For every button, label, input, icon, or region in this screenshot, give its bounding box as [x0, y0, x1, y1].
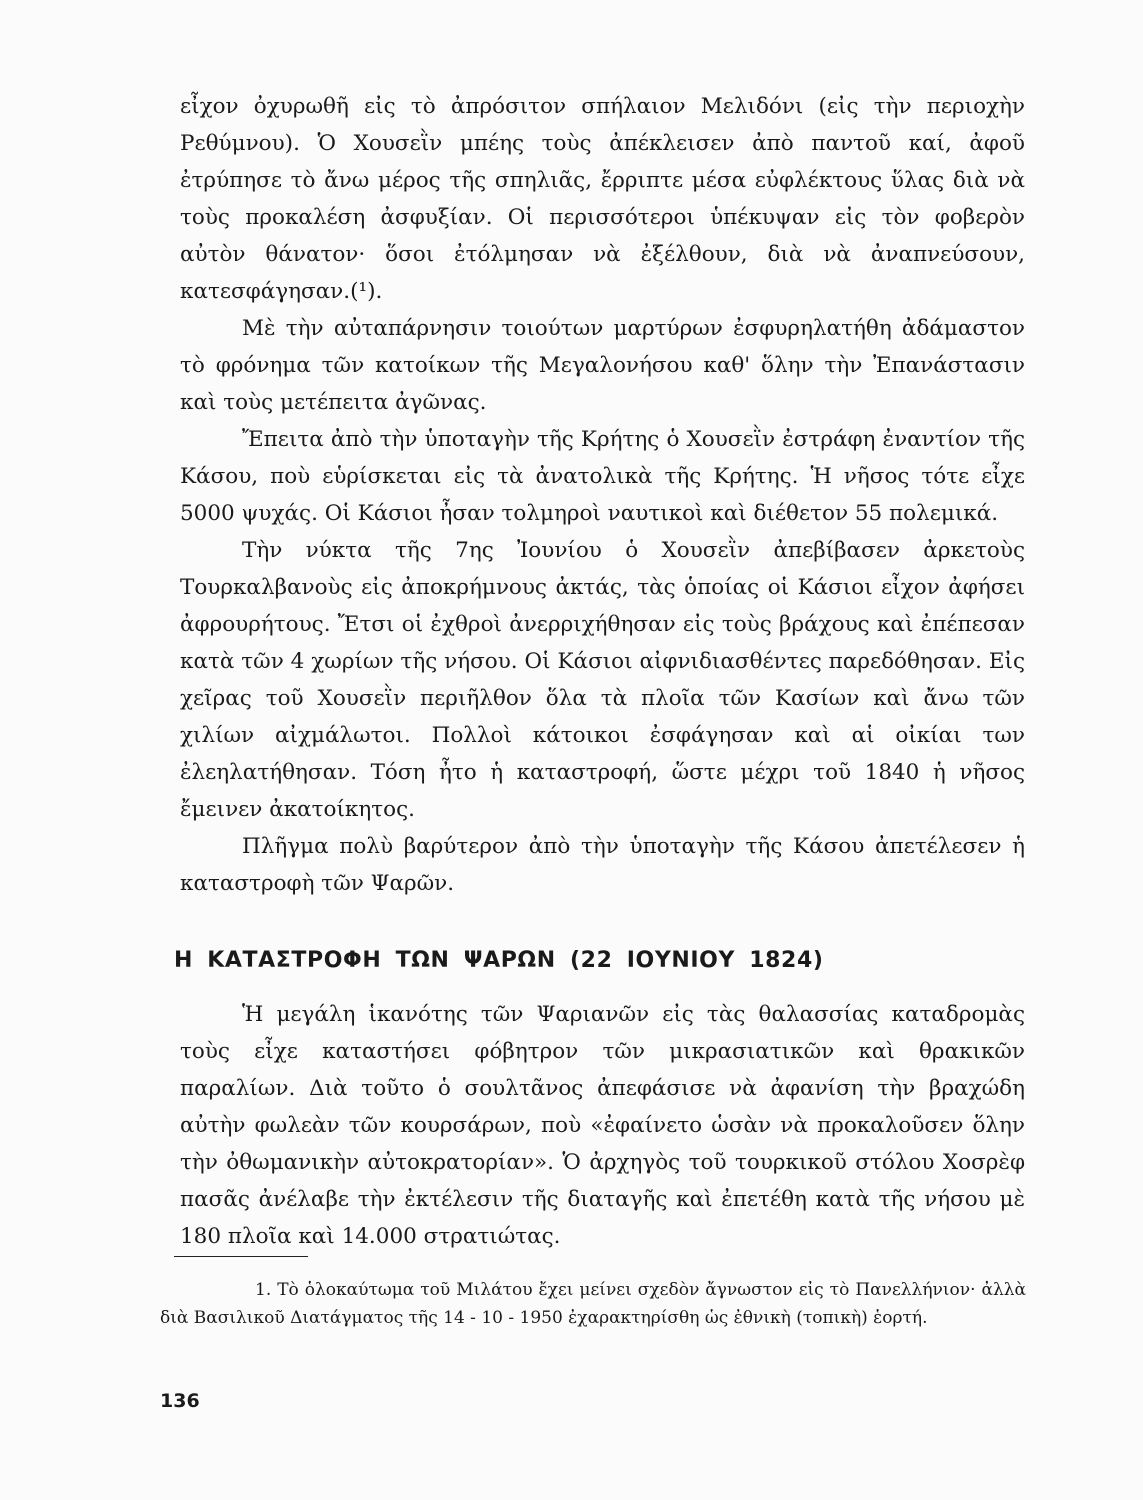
footnote-divider	[174, 1256, 308, 1257]
paragraph: εἶχον ὀχυρωθῆ εἰς τὸ ἀπρόσιτον σπήλαιον Μελιδόνι (εἰς τὴν περιοχὴν Ρεθύμνου). Ὁ Χουσεῒν μπέης τοὺς ἀπέκλεισεν ἀπὸ παντοῦ καί, ἀφοῦ ἐτρύπησε τὸ ἄνω μέρος τῆς σπηλιᾶς, ἔρριπτε μέσα εὐφλέκτους ὕλας διὰ νὰ τοὺς προκαλέση ἀσφυξίαν. Οἱ περισσότεροι ὑπέκυψαν εἰς τὸν φοβερὸν αὐτὸν θάνατον· ὅσοι ἐτόλμησαν νὰ ἐξέλθουν, διὰ νὰ ἀναπνεύσουν, κατεσφάγησαν.(¹).	[180, 94, 1025, 304]
main-text-top	[180, 88, 1025, 902]
paragraph: Ἡ μεγάλη ἱκανότης τῶν Ψαριανῶν εἰς τὰς θαλασσίας καταδρομὰς τοὺς εἶχε καταστήσει φόβητρον τῶν μικρασιατικῶν καὶ θρακικῶν παραλίων. Διὰ τοῦτο ὁ σουλτᾶνος ἀπεφάσισε νὰ ἀφανίση τὴν βραχώδη αὐτὴν φωλεὰν τῶν κουρσάρων, ποὺ «ἐφαίνετο ὡσὰν νὰ προκαλοῦσεν ὅλην τὴν ὀθωμανικὴν αὐτοκρατορίαν». Ὁ ἀρχηγὸς τοῦ τουρκικοῦ στόλου Χοσρὲφ πασᾶς ἀνέλαβε τὴν ἐκτέλεσιν τῆς διαταγῆς καὶ ἐπετέθη κατὰ τῆς νήσου μὲ 180 πλοῖα καὶ 14.000 στρατιώτας.	[180, 1002, 1025, 1249]
footnote	[160, 1276, 1026, 1332]
paragraph: Ἔπειτα ἀπὸ τὴν ὑποταγὴν τῆς Κρήτης ὁ Χουσεῒν ἐστράφη ἐναντίον τῆς Κάσου, ποὺ εὑρίσκεται εἰς τὰ ἀνατολικὰ τῆς Κρήτης. Ἡ νῆσος τότε εἶχε 5000 ψυχάς. Οἱ Κάσιοι ἦσαν τολμηροὶ ναυτικοὶ καὶ διέθετον 55 πολεμικά.	[180, 427, 1025, 526]
footnote-text: 1. Τὸ ὁλοκαύτωμα τοῦ Μιλάτου ἔχει μείνει σχεδὸν ἄγνωστον εἰς τὸ Πανελλήνιον· ἀλλὰ διὰ Βασιλικοῦ Διατάγματος τῆς 14 - 10 - 1950 ἐχαρακτηρίσθη ὡς ἐθνικὴ (τοπικὴ) ἑορτή.	[160, 1280, 1026, 1328]
paragraph: Τὴν νύκτα τῆς 7ης Ἰουνίου ὁ Χουσεῒν ἀπεβίβασεν ἀρκετοὺς Τουρκαλβανοὺς εἰς ἀποκρήμνους ἀκτάς, τὰς ὁποίας οἱ Κάσιοι εἶχον ἀφήσει ἀφρουρήτους. Ἔτσι οἱ ἐχθροὶ ἀνερριχήθησαν εἰς τοὺς βράχους καὶ ἐπέπεσαν κατὰ τῶν 4 χωρίων τῆς νήσου. Οἱ Κάσιοι αἰφνιδιασθέντες παρεδόθησαν. Εἰς χεῖρας τοῦ Χουσεῒν περιῆλθον ὅλα τὰ πλοῖα τῶν Κασίων καὶ ἄνω τῶν χιλίων αἰχμάλωτοι. Πολλοὶ κάτοικοι ἐσφάγησαν καὶ αἱ οἰκίαι των ἐλεηλατήθησαν. Τόση ἦτο ἡ καταστροφή, ὥστε μέχρι τοῦ 1840 ἡ νῆσος ἔμεινεν ἀκατοίκητος.	[180, 538, 1025, 822]
paragraph: Μὲ τὴν αὐταπάρνησιν τοιούτων μαρτύρων ἐσφυρηλατήθη ἀδάμαστον τὸ φρόνημα τῶν κατοίκων τῆς Μεγαλονήσου καθ' ὅλην τὴν Ἐπανάστασιν καὶ τοὺς μετέπειτα ἀγῶνας.	[180, 316, 1025, 415]
main-text-bottom	[180, 996, 1025, 1255]
section-heading: Η ΚΑΤΑΣΤΡΟΦΗ ΤΩΝ ΨΑΡΩΝ (22 ΙΟΥΝΙΟΥ 1824)	[174, 948, 824, 973]
paragraph: Πλῆγμα πολὺ βαρύτερον ἀπὸ τὴν ὑποταγὴν τῆς Κάσου ἀπετέλεσεν ἡ καταστροφὴ τῶν Ψαρῶν.	[180, 834, 1025, 896]
page-number: 136	[160, 1390, 200, 1412]
